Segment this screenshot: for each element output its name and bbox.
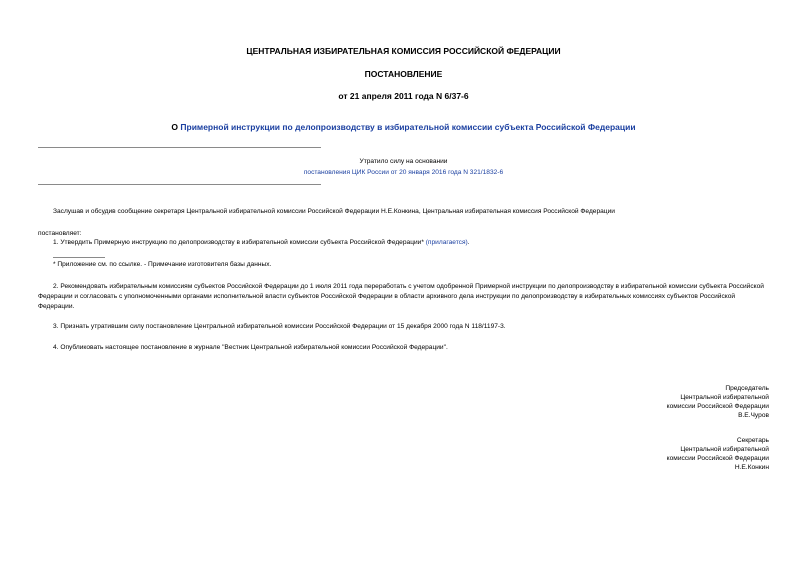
chair-signature (469, 384, 769, 420)
secretary-role: Секретарь (736, 437, 769, 444)
attachment-link[interactable]: (прилагается) (425, 239, 468, 246)
secretary-name: Н.Е.Конкин (734, 464, 769, 471)
document-type: ПОСТАНОВЛЕНИЕ (364, 69, 443, 79)
secretary-org-line-1: Центральной избирательной (680, 446, 769, 453)
chair-role: Председатель (725, 385, 769, 392)
footnote: * Приложение см. по ссылке. - Примечание изготовителя базы данных. (53, 261, 272, 268)
title-prefix: О (171, 122, 181, 132)
chair-name: В.Е.Чуров (738, 412, 769, 419)
status-line: Утратило силу на основании (359, 158, 448, 165)
item-2: 2. Рекомендовать избирательным комиссиям субъектов Российской Федерации до 1 июля 2011 года переработать с учетом одобренной Примерной инструкции по делопроизводству в избирательной комиссии субъекта Российской Федерации и согласовать с уполномоченными органами исполнительной власти субъектов Российской Федерации в области архивного дела инструкции по делопроизводству в избирательных комиссиях субъектов Российской Федерации. (38, 283, 764, 310)
intro-paragraph: Заслушав и обсудив сообщение секретаря Центральной избирательной комиссии Российской Федерации Н.Е.Конкина, Центральная избирательная комиссия Российской Федерации (53, 208, 615, 215)
item-3: 3. Признать утратившим силу постановление Центральной избирательной комиссии Российской Федерации от 15 декабря 2000 года N 118/1197-3. (53, 323, 506, 330)
item-1 (53, 238, 769, 247)
divider-bottom (38, 184, 321, 185)
divider-top (38, 147, 321, 148)
chair-org-line-1: Центральной избирательной (680, 394, 769, 401)
organization-title: ЦЕНТРАЛЬНАЯ ИЗБИРАТЕЛЬНАЯ КОМИССИЯ РОССИЙСКОЙ ФЕДЕРАЦИИ (246, 46, 561, 56)
item-1-text: 1. Утвердить Примерную инструкцию по делопроизводству в избирательной комиссии субъекта Российской Федерации* (53, 239, 426, 246)
secretary-signature (469, 436, 769, 472)
chair-org-line-2: комиссии Российской Федерации (666, 403, 769, 410)
item-1-end: . (467, 239, 470, 246)
document-title (0, 122, 807, 132)
title-link[interactable]: Примерной инструкции по делопроизводству в избирательной комиссии субъекта Российской Федерации (180, 122, 636, 132)
secretary-org-line-2: комиссии Российской Федерации (666, 455, 769, 462)
footnote-divider (53, 257, 105, 258)
resolves-word: постановляет: (38, 230, 82, 237)
item-4: 4. Опубликовать настоящее постановление в журнале "Вестник Центральной избирательной комиссии Российской Федерации". (53, 344, 448, 351)
status-link[interactable]: постановления ЦИК России от 20 января 2016 года N 321/1832-6 (303, 169, 504, 176)
document-date-number: от 21 апреля 2011 года N 6/37-6 (338, 91, 469, 101)
